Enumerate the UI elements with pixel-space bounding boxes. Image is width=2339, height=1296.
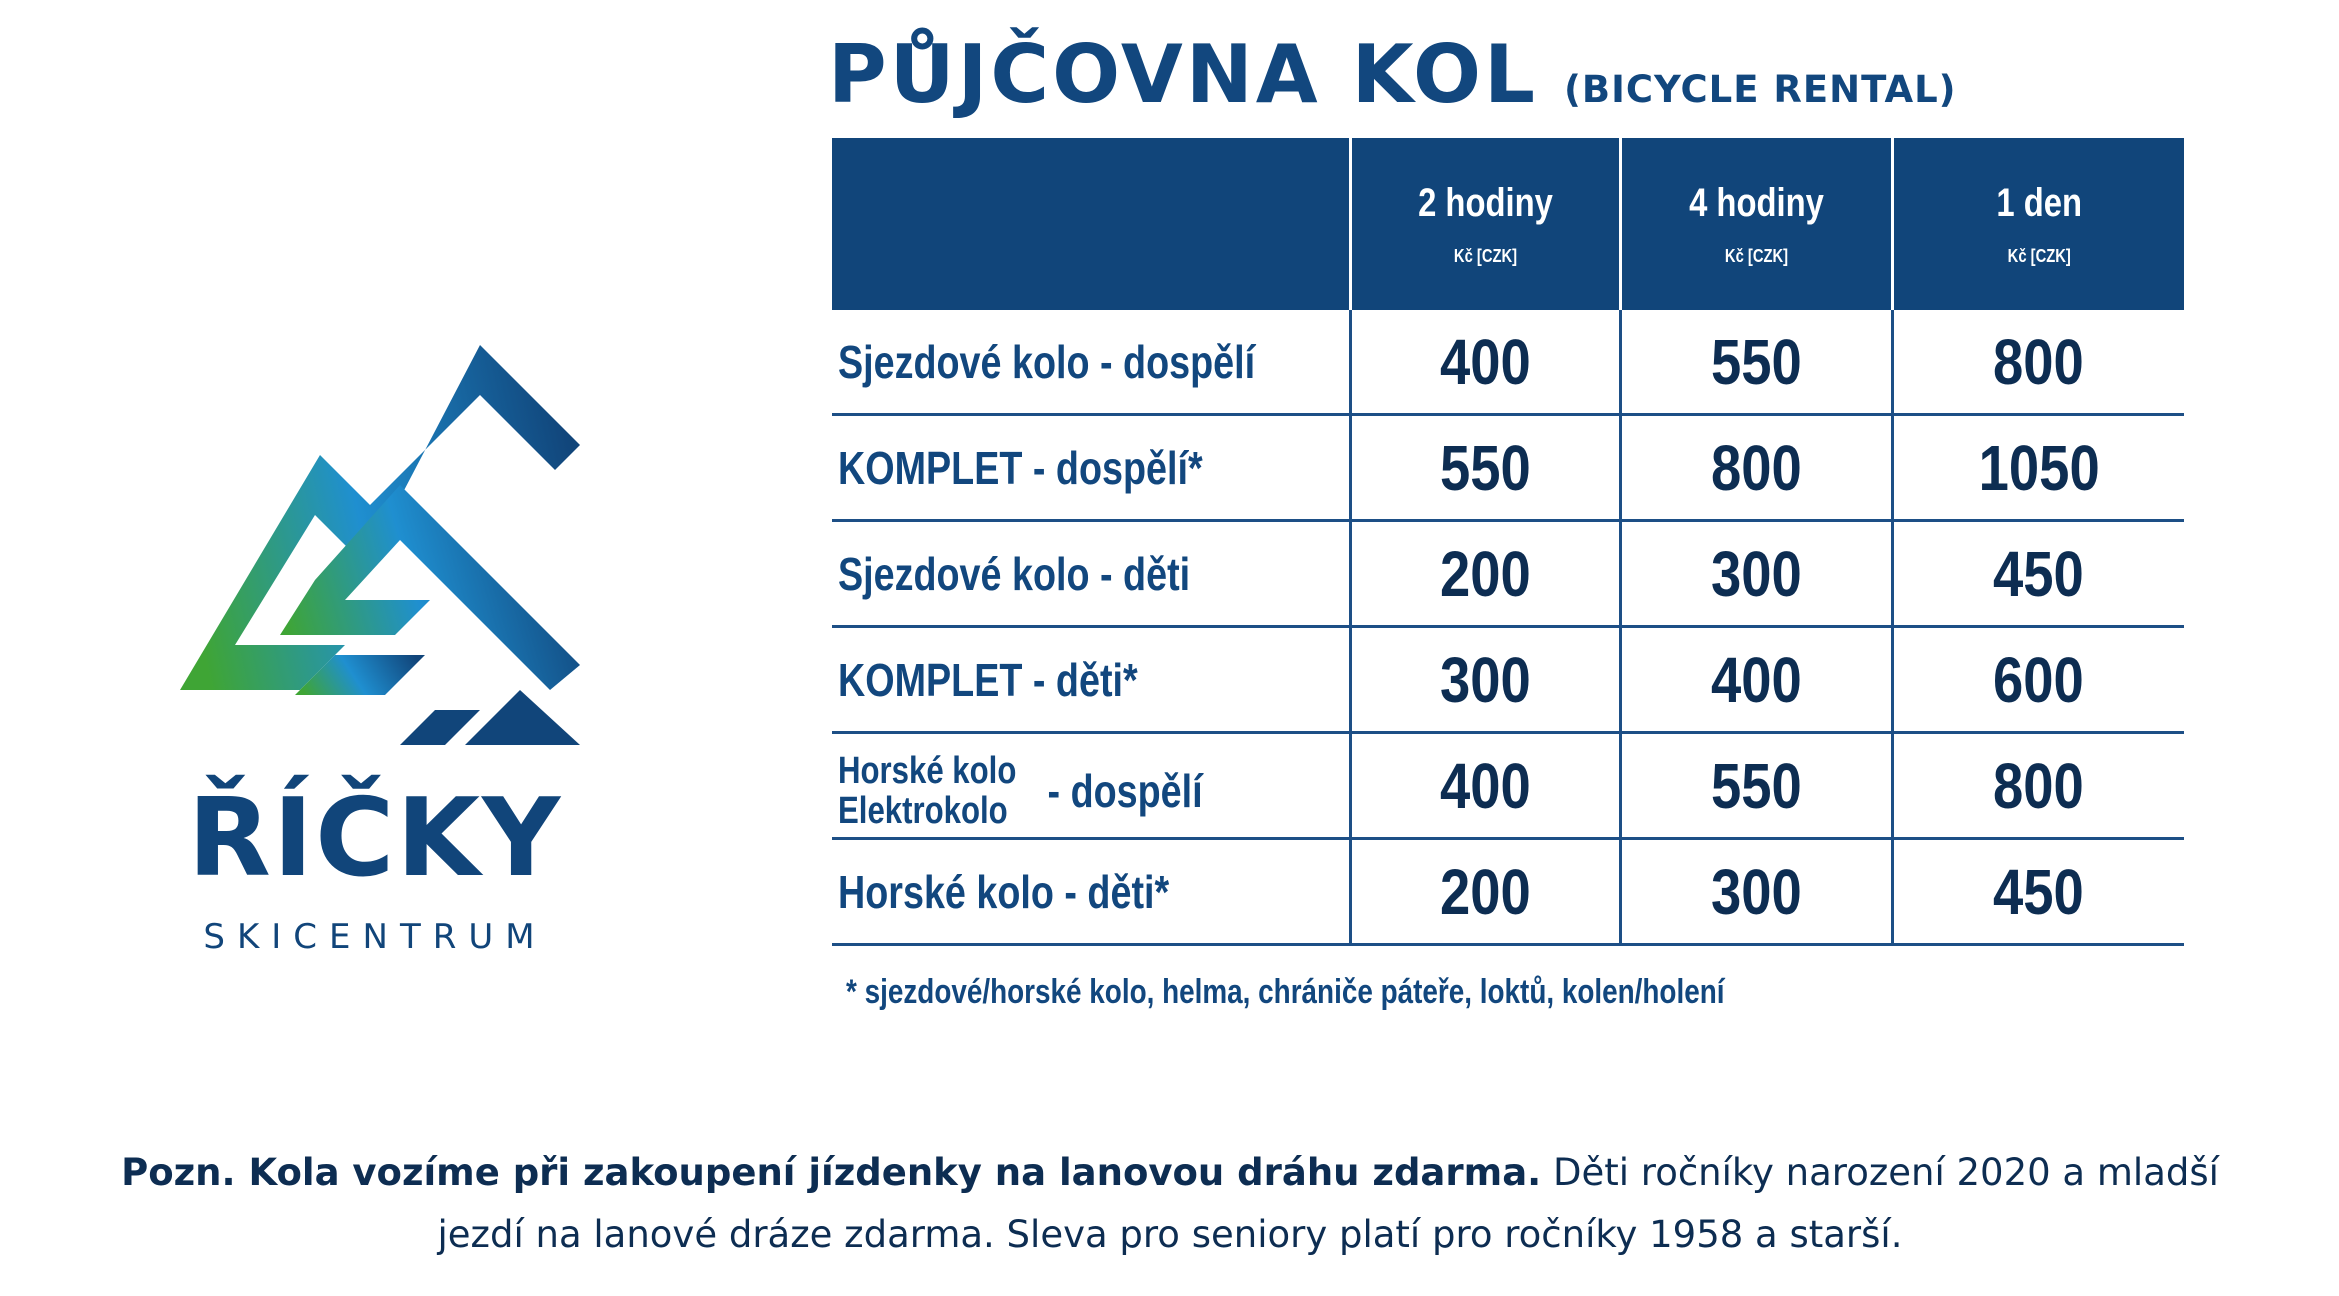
table-row xyxy=(832,733,2184,839)
row-label: Sjezdové kolo - dospělí xyxy=(832,310,1350,415)
bottom-note xyxy=(20,1142,2320,1266)
price-cell: 450 xyxy=(1892,839,2184,945)
column-header xyxy=(1350,138,1620,310)
column-header-unit: Kč [CZK] xyxy=(1724,246,1788,266)
row-label-line: Elektrokolo xyxy=(838,790,1008,832)
row-label-line: Horské kolo xyxy=(838,750,1017,792)
table-row xyxy=(832,521,2184,627)
table-header-row xyxy=(832,138,2184,310)
table-row xyxy=(832,415,2184,521)
note-bold: Pozn. Kola vozíme při zakoupení jízdenky na lanovou dráhu zdarma. xyxy=(121,1151,1542,1194)
price-cell: 300 xyxy=(1620,521,1892,627)
column-header xyxy=(1892,138,2184,310)
title-main: PŮJČOVNA KOL xyxy=(828,28,1538,121)
price-cell: 400 xyxy=(1350,310,1620,415)
column-header-label: 4 hodiny xyxy=(1688,181,1824,225)
row-label: Horské kolo - děti* xyxy=(832,839,1350,945)
price-cell: 300 xyxy=(1350,627,1620,733)
row-label xyxy=(832,733,1350,839)
ricky-logo-mark xyxy=(140,335,630,755)
price-cell: 800 xyxy=(1620,415,1892,521)
note-text-2: jezdí na lanové dráze zdarma. Sleva pro seniory platí pro ročníky 1958 a starší. xyxy=(437,1213,1903,1256)
price-cell: 400 xyxy=(1620,627,1892,733)
table-row xyxy=(832,627,2184,733)
brand-subtitle: SKICENTRUM xyxy=(203,917,547,957)
column-header-unit: Kč [CZK] xyxy=(2007,246,2071,266)
row-label: KOMPLET - děti* xyxy=(832,627,1350,733)
price-cell: 200 xyxy=(1350,521,1620,627)
column-header-unit: Kč [CZK] xyxy=(1453,246,1517,266)
price-cell: 400 xyxy=(1350,733,1620,839)
price-cell: 600 xyxy=(1892,627,2184,733)
table-row xyxy=(832,310,2184,415)
row-label: KOMPLET - dospělí* xyxy=(832,415,1350,521)
note-text-1: Děti ročníky narození 2020 a mladší xyxy=(1541,1151,2219,1194)
price-cell: 1050 xyxy=(1892,415,2184,521)
price-cell: 200 xyxy=(1350,839,1620,945)
column-header xyxy=(1620,138,1892,310)
page-title xyxy=(828,28,1957,121)
column-header-label: 1 den xyxy=(1995,181,2082,225)
table-footnote: * sjezdové/horské kolo, helma, chrániče páteře, loktů, kolen/holení xyxy=(846,973,1725,1011)
column-header-label: 2 hodiny xyxy=(1417,181,1553,225)
price-cell: 550 xyxy=(1350,415,1620,521)
price-cell: 800 xyxy=(1892,310,2184,415)
price-cell: 450 xyxy=(1892,521,2184,627)
price-table xyxy=(832,138,2184,946)
row-label: Sjezdové kolo - děti xyxy=(832,521,1350,627)
header-empty-cell xyxy=(832,138,1350,310)
price-cell: 550 xyxy=(1620,310,1892,415)
brand-name: ŘÍČKY xyxy=(187,776,563,901)
price-cell: 800 xyxy=(1892,733,2184,839)
row-label-tail: - dospělí xyxy=(1047,765,1203,817)
price-cell: 300 xyxy=(1620,839,1892,945)
table-row xyxy=(832,839,2184,945)
title-subtitle: (BICYCLE RENTAL) xyxy=(1563,68,1957,111)
price-cell: 550 xyxy=(1620,733,1892,839)
